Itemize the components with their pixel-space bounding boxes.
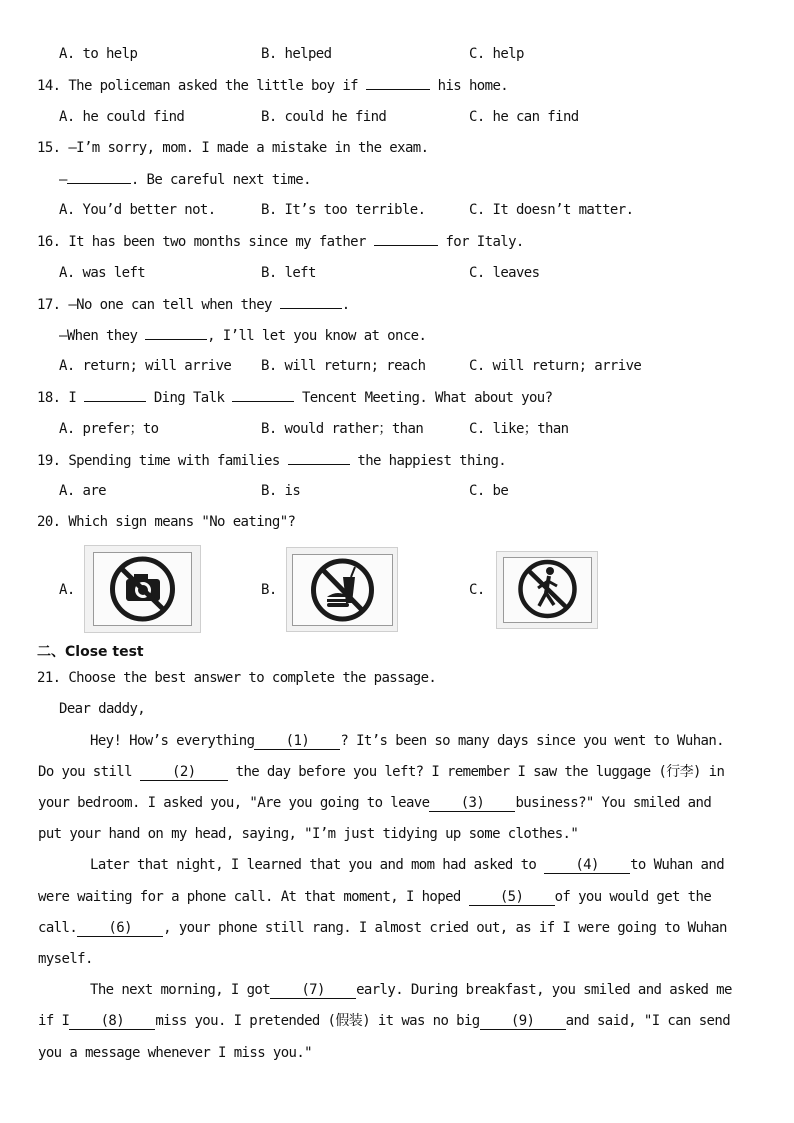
answer-blank xyxy=(84,387,146,402)
passage-line: you a message whenever I miss you." xyxy=(38,1045,313,1061)
passage-line: Do you still (2) the day before you left? I remember I saw the luggage (行李) in xyxy=(38,764,725,780)
q16-option-c: C. leaves xyxy=(469,265,540,281)
answer-blank xyxy=(232,387,294,402)
no-camera-sign-icon xyxy=(94,553,191,625)
q17-option-c: C. will return; arrive xyxy=(469,358,642,374)
q13-option-c: C. help xyxy=(469,46,524,62)
q19-option-c: C. be xyxy=(469,483,509,499)
q19-option-a: A. are xyxy=(59,483,106,499)
cloze-gap-4: (4) xyxy=(544,857,630,874)
cloze-gap-5: (5) xyxy=(469,889,555,906)
no-walking-sign-icon xyxy=(504,558,591,622)
q15-question: 15. —I’m sorry, mom. I made a mistake in the exam. xyxy=(37,140,429,156)
cloze-gap-8: (8) xyxy=(69,1013,155,1030)
answer-blank xyxy=(374,231,438,246)
q20-option-a: A. xyxy=(59,582,75,598)
passage-line: put your hand on my head, saying, "I’m just tidying up some clothes." xyxy=(38,826,579,842)
q18-option-c: C. like；than xyxy=(469,421,569,437)
no-food-sign-icon xyxy=(293,555,392,625)
q15-option-c: C. It doesn’t matter. xyxy=(469,202,634,218)
sign-option-b xyxy=(286,547,398,632)
cloze-gap-3: (3) xyxy=(429,795,515,812)
q14-option-c: C. he can find xyxy=(469,109,579,125)
passage-line: Hey! How’s everything (1) ? It’s been so many days since you went to Wuhan. xyxy=(90,733,725,749)
passage-line: your bedroom. I asked you, "Are you going to leave (3) business?" You smiled and xyxy=(38,795,712,811)
passage-line: if I (8) miss you. I pretended (假装) it was no big (9) and said, "I can send xyxy=(38,1013,731,1029)
q17-reply: —When they , I’ll let you know at once. xyxy=(59,325,426,346)
letter-greeting: Dear daddy, xyxy=(59,701,146,717)
q17-question: 17. —No one can tell when they . xyxy=(37,294,350,315)
answer-blank xyxy=(366,75,430,90)
q15-option-b: B. It’s too terrible. xyxy=(261,202,426,218)
cloze-gap-2: (2) xyxy=(140,764,228,781)
answer-blank xyxy=(67,169,131,184)
q18-option-b: B. would rather；than xyxy=(261,421,424,437)
cloze-gap-7: (7) xyxy=(270,982,356,999)
answer-blank xyxy=(280,294,342,309)
q19-option-b: B. is xyxy=(261,483,301,499)
q20-option-c: C. xyxy=(469,582,485,598)
q13-option-a: A. to help xyxy=(59,46,138,62)
passage-line: call. (6) , your phone still rang. I almost cried out, as if I were going to Wuhan xyxy=(38,920,727,936)
q15-reply: — . Be careful next time. xyxy=(59,169,311,190)
passage-line: Later that night, I learned that you and mom had asked to (4) to Wuhan and xyxy=(90,857,725,873)
q18-question: 18. I Ding Talk Tencent Meeting. What about you? xyxy=(37,387,552,408)
q17-option-b: B. will return; reach xyxy=(261,358,426,374)
q14-option-b: B. could he find xyxy=(261,109,387,125)
q20-option-b: B. xyxy=(261,582,277,598)
q16-option-b: B. left xyxy=(261,265,316,281)
q19-question: 19. Spending time with families the happiest thing. xyxy=(37,450,506,471)
q21-instruction: 21. Choose the best answer to complete the passage. xyxy=(37,670,437,686)
q14-question: 14. The policeman asked the little boy if his home. xyxy=(37,75,508,96)
q15-option-a: A. You’d better not. xyxy=(59,202,216,218)
answer-blank xyxy=(145,325,207,340)
passage-line: myself. xyxy=(38,951,93,967)
section-heading: 二、Close test xyxy=(37,644,144,660)
cloze-gap-1: (1) xyxy=(254,733,340,750)
answer-blank xyxy=(288,450,350,465)
sign-option-c xyxy=(496,551,598,629)
q16-question: 16. It has been two months since my father for Italy. xyxy=(37,231,524,252)
q20-question: 20. Which sign means "No eating"? xyxy=(37,514,296,530)
cloze-gap-6: (6) xyxy=(77,920,163,937)
q13-option-b: B. helped xyxy=(261,46,332,62)
q16-option-a: A. was left xyxy=(59,265,146,281)
q17-option-a: A. return; will arrive xyxy=(59,358,232,374)
passage-line: The next morning, I got (7) early. During breakfast, you smiled and asked me xyxy=(90,982,732,998)
cloze-gap-9: (9) xyxy=(480,1013,566,1030)
q18-option-a: A. prefer；to xyxy=(59,421,159,437)
sign-option-a xyxy=(84,545,201,633)
passage-line: were waiting for a phone call. At that moment, I hoped (5) of you would get the xyxy=(38,889,712,905)
q14-option-a: A. he could find xyxy=(59,109,185,125)
